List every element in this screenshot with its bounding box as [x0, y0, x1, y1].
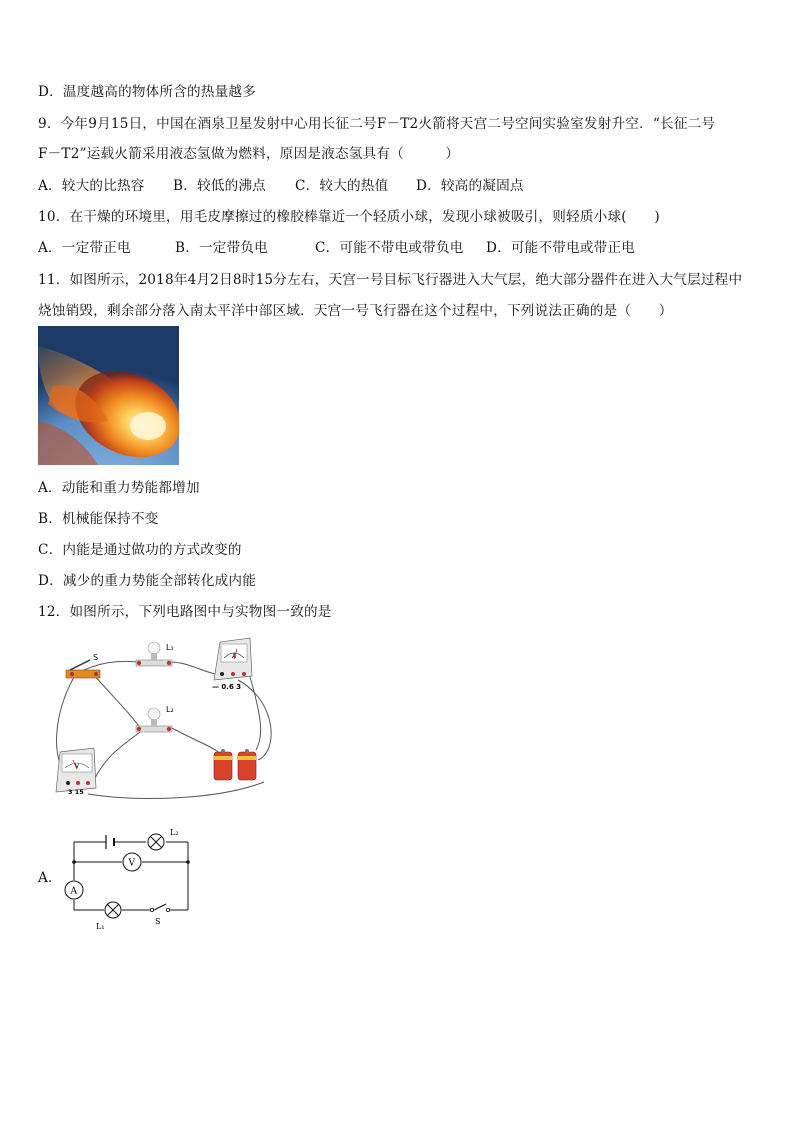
q9-option-c: C．较大的热值 [295, 178, 389, 194]
option-a-ammeter-symbol: A [70, 886, 77, 897]
knife-switch [66, 660, 100, 678]
option-a-lamp-l2-label: L₂ [170, 828, 179, 837]
q10-option-d: D．可能不带电或带正电 [486, 240, 636, 256]
q12-text: 12．如图所示，下列电路图中与实物图一致的是 [38, 604, 332, 620]
q10-option-b: B．一定带负电 [175, 240, 268, 256]
ammeter-symbol: A [232, 653, 237, 660]
q9-text-line1: 9．今年9月15日，中国在酒泉卫星发射中心用长征二号F－T2火箭将天宫二号空间实验室发射升空．“长征二号 [38, 116, 716, 132]
q11-text-line1: 11．如图所示，2018年4月2日8时15分左右，天宫一号目标飞行器进入大气层，绝大部分器件在进入大气层过程中 [38, 272, 743, 288]
q9-option-b: B．较低的沸点 [173, 178, 266, 194]
q10-option-c: C．可能不带电或带负电 [315, 240, 464, 256]
q9-options [38, 178, 524, 194]
q11-option-d: D．减少的重力势能全部转化成内能 [38, 573, 257, 589]
q9-text-line2: F－T2”运载火箭采用液态氢做为燃料，原因是液态氢具有（ ） [38, 146, 460, 162]
battery-pack [214, 749, 256, 780]
option-a-switch-label: S [155, 917, 161, 926]
q11-option-b: B．机械能保持不变 [38, 511, 159, 527]
switch-label: S [93, 653, 99, 662]
q10-options [38, 240, 635, 256]
option-a-label: A． [38, 870, 62, 886]
q11-option-c: C．内能是通过做功的方式改变的 [38, 542, 242, 558]
voltmeter-terminals: 3 15 [68, 788, 84, 796]
q9-option-d: D．较高的凝固点 [416, 178, 524, 194]
option-a-voltmeter-symbol: V [128, 858, 135, 869]
option-a-circuit-diagram [58, 828, 198, 932]
q11-option-a: A．动能和重力势能都增加 [38, 480, 200, 496]
q10-text: 10．在干燥的环境里，用毛皮摩擦过的橡胶棒靠近一个轻质小球，发现小球被吸引，则轻质小球( ) [38, 209, 660, 225]
q8-option-d: D．温度越高的物体所含的热量越多 [38, 84, 257, 100]
q9-option-a: A．较大的比热容 [38, 178, 145, 194]
spacecraft-reentry-photo [38, 326, 179, 465]
option-a-lamp-l1-label: L₁ [96, 922, 105, 931]
ammeter-terminals: — 0.6 3 [212, 683, 242, 691]
lamp2-label: L₂ [166, 705, 174, 714]
q11-text-line2: 烧蚀销毁，剩余部分落入南太平洋中部区域．天宫一号飞行器在这个过程中，下列说法正确的是（ ） [38, 303, 673, 319]
voltmeter-symbol: V [75, 763, 80, 770]
q10-option-a: A．一定带正电 [38, 240, 131, 256]
physical-circuit-figure [38, 632, 274, 802]
lamp1-label: L₁ [166, 643, 174, 652]
voltmeter-device [56, 748, 96, 792]
